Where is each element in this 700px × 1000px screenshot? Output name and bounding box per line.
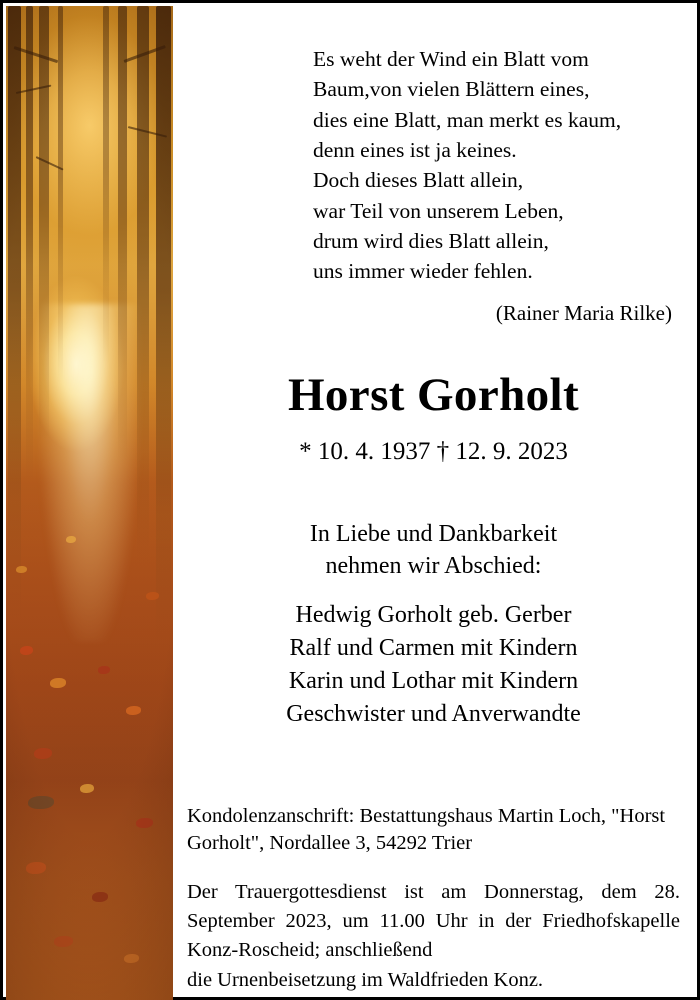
condolence-address: Kondolenzanschrift: Bestattungshaus Martin Loch, "Horst Gorholt", Nordallee 3, 54292 Trier [187,804,666,855]
poem-line: uns immer wieder fehlen. [313,259,533,284]
dedication-line: nehmen wir Abschied: [325,552,542,579]
dedication [173,518,694,583]
family-member: Geschwister und Anverwandte [286,700,581,727]
family-list [173,599,694,731]
poem-line: Baum,von vielen Blättern eines, [313,77,590,102]
poem-line: drum wird dies Blatt allein, [313,228,549,253]
poem-line: war Teil von unserem Leben, [313,198,564,223]
family-member: Karin und Lothar mit Kindern [288,668,579,695]
funeral-service-info [187,878,680,995]
poem-line: Es weht der Wind ein Blatt vom [313,47,589,71]
poem-author: (Rainer Maria Rilke) [495,300,672,325]
birth-death-dates: * 10. 4. 1937 † 12. 9. 2023 [299,437,568,465]
deceased-name: Horst Gorholt [287,368,580,421]
photo-vignette [6,6,173,1000]
notice-text-content [173,6,694,994]
family-member: Ralf und Carmen mit Kindern [289,635,578,662]
funeral-service-last-line: die Urnenbeisetzung im Waldfrieden Konz. [187,968,544,991]
poem [173,44,694,287]
family-member: Hedwig Gorholt geb. Gerber [295,602,572,629]
poem-line: denn eines ist ja keines. [313,137,517,162]
funeral-service-text: Der Trauergottesdienst ist am Donnerstag, dem 28. September 2023, um 11.00 Uhr in der Friedhofskapelle Konz-Roscheid; anschließend [187,880,680,962]
forest-photo [6,6,173,1000]
dedication-line: In Liebe und Dankbarkeit [309,520,558,547]
poem-line: Doch dieses Blatt allein, [313,168,524,193]
poem-line: dies eine Blatt, man merkt es kaum, [313,107,622,132]
